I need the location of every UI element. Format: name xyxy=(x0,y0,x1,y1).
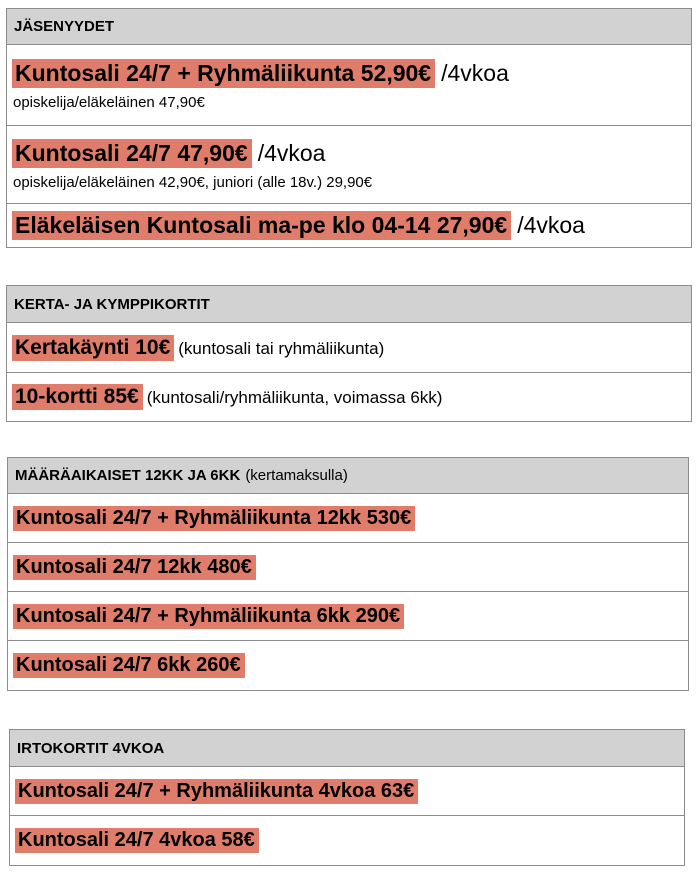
card-note: (kuntosali/ryhmäliikunta, voimassa 6kk) xyxy=(146,388,443,407)
loose-card-row xyxy=(10,767,684,815)
fixed-term-row xyxy=(8,591,688,640)
memberships-section xyxy=(6,8,692,248)
loose-card-price-highlight: Kuntosali 24/7 + Ryhmäliikunta 4vkoa 63€ xyxy=(15,779,418,804)
membership-period: /4vkoa xyxy=(441,60,509,86)
membership-price-highlight: Kuntosali 24/7 + Ryhmäliikunta 52,90€ xyxy=(12,59,435,88)
membership-period: /4vkoa xyxy=(517,212,585,238)
card-note: (kuntosali tai ryhmäliikunta) xyxy=(178,338,385,358)
fixed-term-title-note: (kertamaksulla) xyxy=(245,467,348,484)
fixed-term-header xyxy=(8,458,688,494)
loose-cards-section xyxy=(9,729,685,866)
membership-discount: opiskelija/eläkeläinen 42,90€, juniori (alle 18v.) 29,90€ xyxy=(13,173,373,191)
membership-row xyxy=(7,45,691,125)
loose-cards-title: IRTOKORTIT 4VKOA xyxy=(17,739,165,757)
cards-section xyxy=(6,285,692,422)
cards-title: KERTA- JA KYMPPIKORTIT xyxy=(14,295,210,313)
fixed-term-row xyxy=(8,542,688,591)
membership-row xyxy=(7,125,691,203)
card-row xyxy=(7,323,691,372)
fixed-term-price-highlight: Kuntosali 24/7 12kk 480€ xyxy=(13,555,256,580)
fixed-term-section xyxy=(7,457,689,691)
cards-header xyxy=(7,286,691,323)
membership-period: /4vkoa xyxy=(257,139,326,166)
loose-card-price-highlight: Kuntosali 24/7 4vkoa 58€ xyxy=(15,828,259,853)
fixed-term-price-highlight: Kuntosali 24/7 + Ryhmäliikunta 12kk 530€ xyxy=(13,506,415,531)
fixed-term-price-highlight: Kuntosali 24/7 6kk 260€ xyxy=(13,653,245,678)
card-price-highlight: Kertakäynti 10€ xyxy=(12,335,174,361)
membership-discount: opiskelija/eläkeläinen 47,90€ xyxy=(13,94,205,111)
memberships-header xyxy=(7,9,691,45)
membership-row xyxy=(7,203,691,247)
fixed-term-row xyxy=(8,640,688,690)
fixed-term-price-highlight: Kuntosali 24/7 + Ryhmäliikunta 6kk 290€ xyxy=(13,604,404,629)
card-row xyxy=(7,372,691,421)
fixed-term-title: MÄÄRÄAIKAISET 12KK JA 6KK xyxy=(15,467,241,484)
membership-price-highlight: Eläkeläisen Kuntosali ma-pe klo 04-14 27,90€ xyxy=(12,211,511,240)
card-price-highlight: 10-kortti 85€ xyxy=(12,384,143,410)
fixed-term-row xyxy=(8,494,688,542)
loose-cards-header xyxy=(10,730,684,767)
membership-price-highlight: Kuntosali 24/7 47,90€ xyxy=(12,139,252,168)
loose-card-row xyxy=(10,815,684,865)
memberships-title: JÄSENYYDET xyxy=(14,18,115,35)
